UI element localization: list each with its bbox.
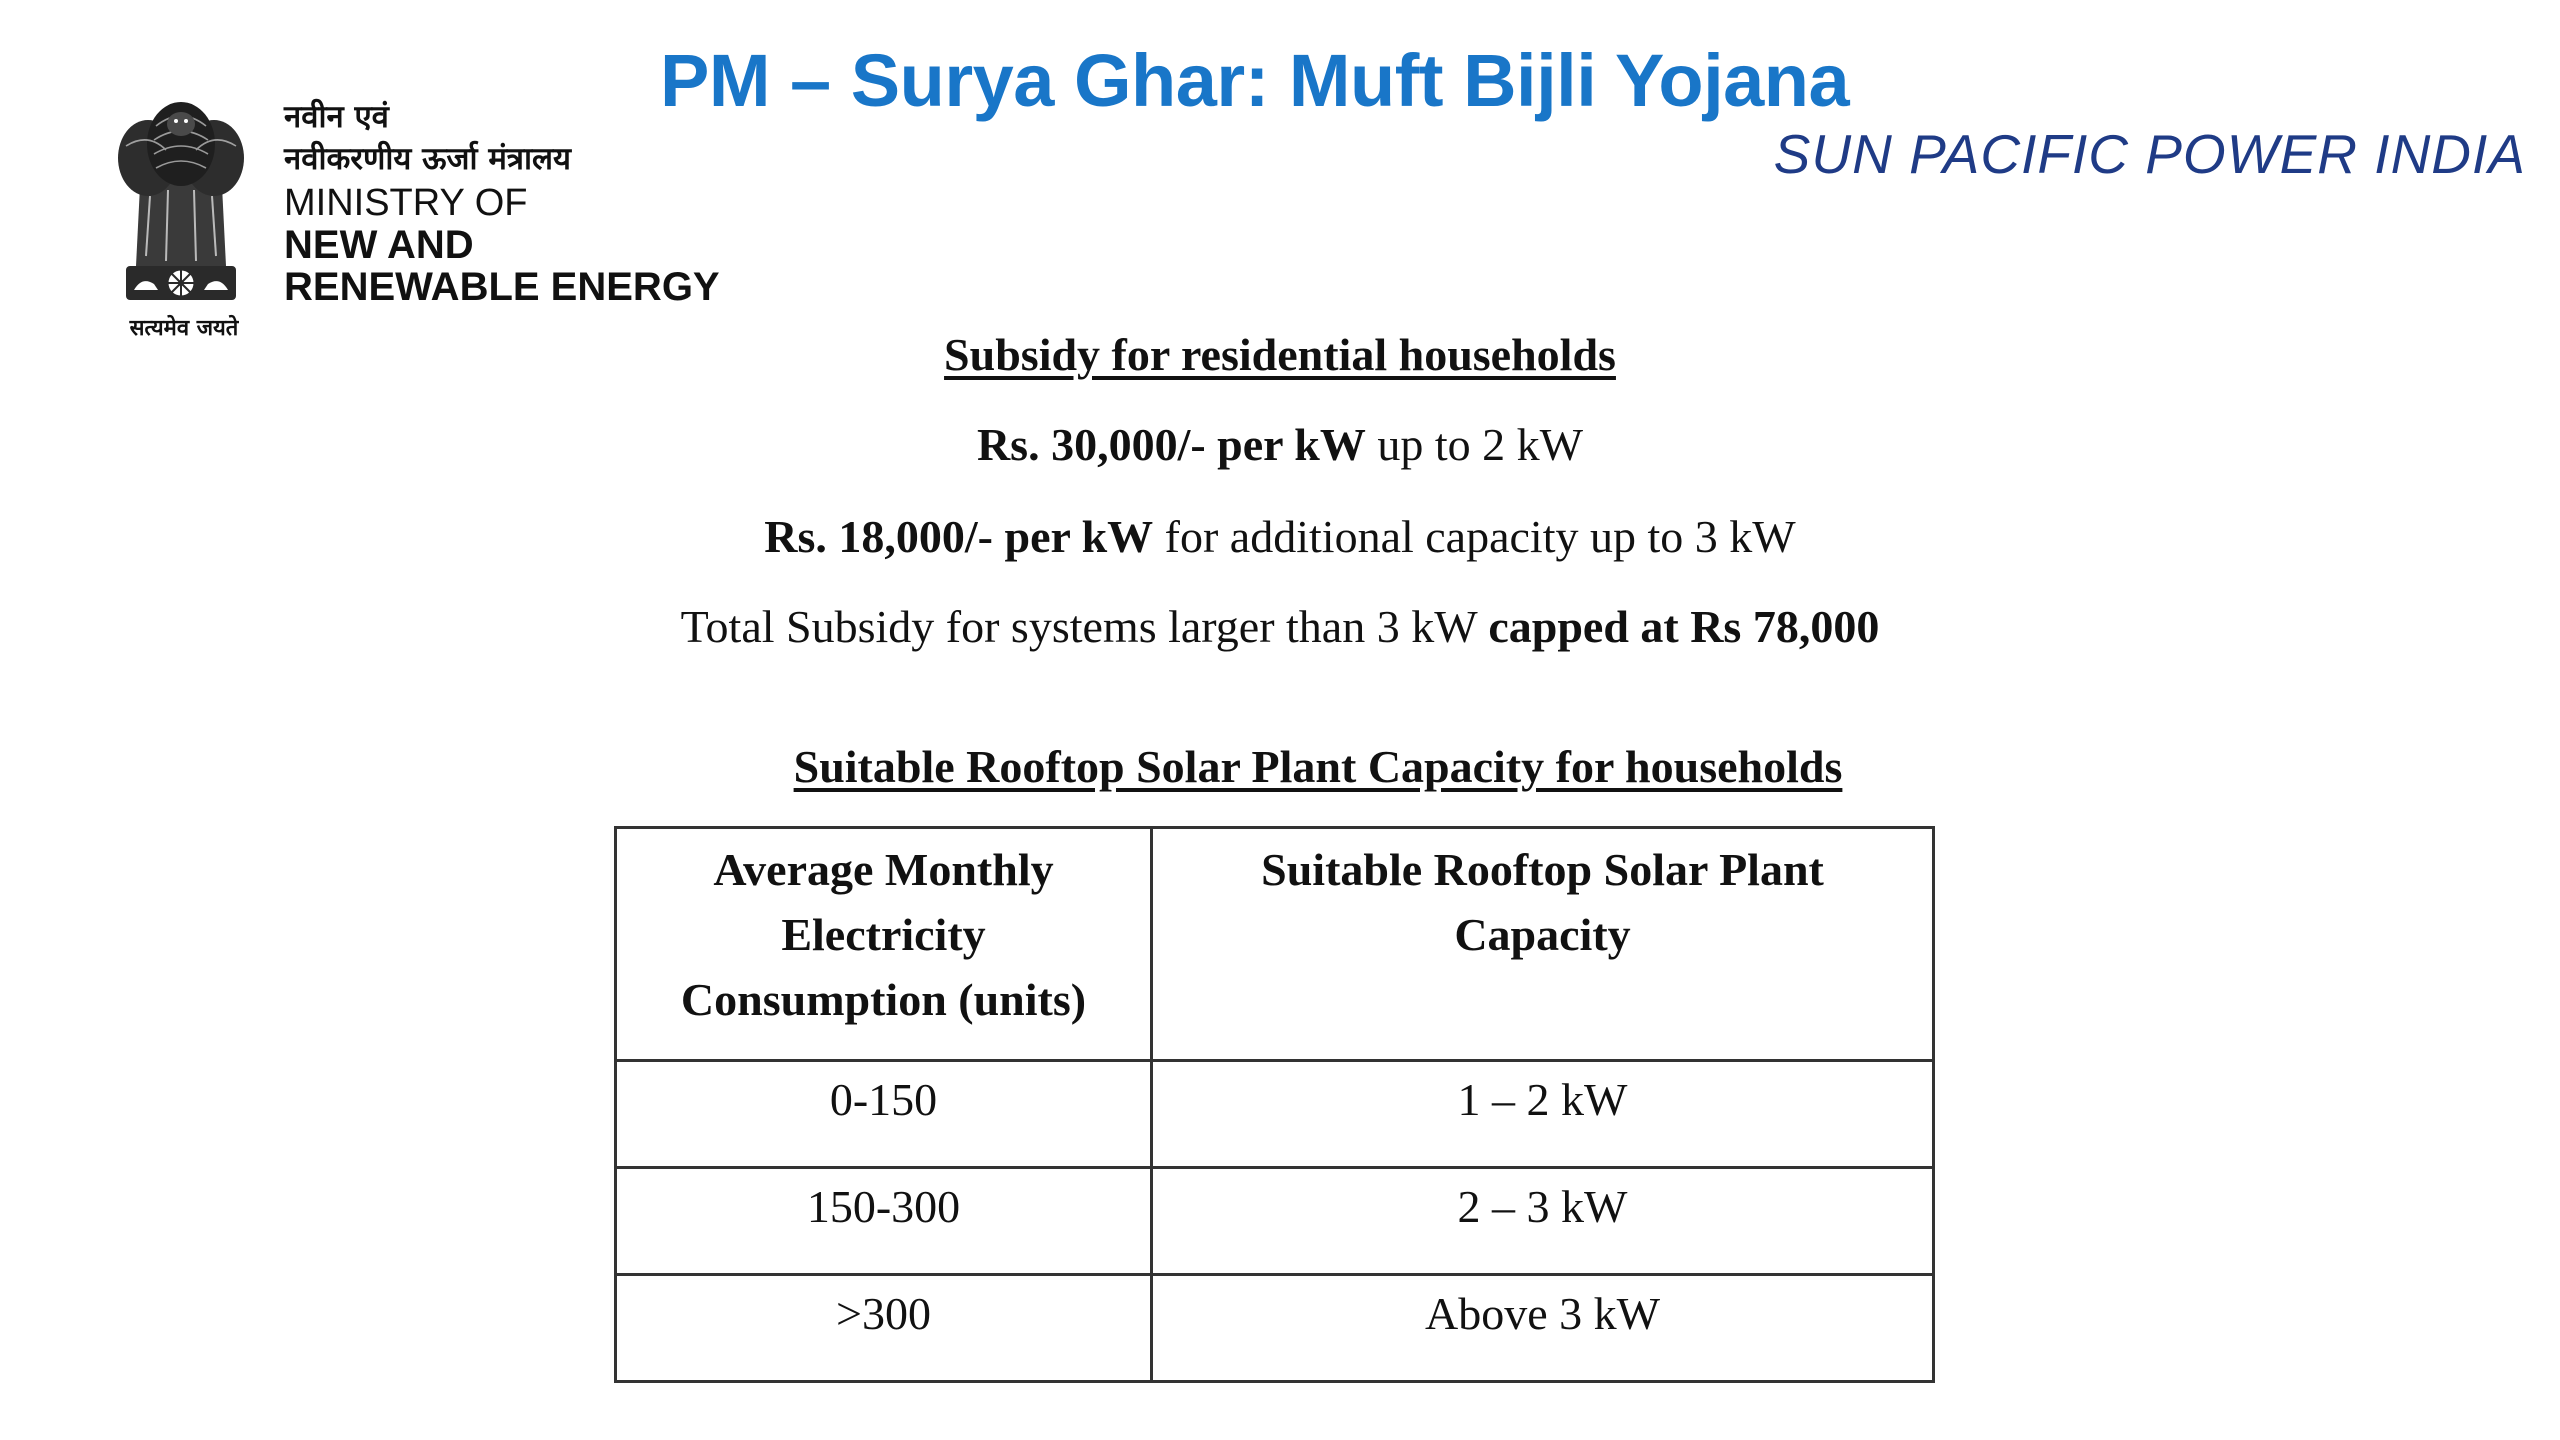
ministry-hindi-line-1: नवीन एवं [284, 99, 389, 135]
subsidy-line-2 [0, 510, 2560, 563]
column-header-consumption [616, 828, 1152, 1061]
column-header-capacity [1152, 828, 1934, 1061]
national-emblem-icon [96, 66, 266, 316]
table-row [616, 1061, 1934, 1168]
column-header-consumption-line: Electricity [781, 909, 986, 960]
consumption-cell: 150-300 [616, 1168, 1152, 1275]
capacity-cell: 2 – 3 kW [1152, 1168, 1934, 1275]
ministry-hindi-line-2: नवीकरणीय ऊर्जा मंत्रालय [284, 141, 572, 177]
column-header-capacity-line: Suitable Rooftop Solar Plant [1261, 844, 1824, 895]
subsidy-heading: Subsidy for residential households [944, 329, 1616, 380]
table-row [616, 1168, 1934, 1275]
subsidy-line-3-text: Total Subsidy for systems larger than 3 kW [680, 601, 1489, 652]
emblem-motto: सत्यमेव जयते [129, 316, 239, 341]
subsidy-line-1-text: up to 2 kW [1365, 419, 1584, 470]
subsidy-line-1 [0, 418, 2560, 471]
capacity-heading: Suitable Rooftop Solar Plant Capacity for households [793, 741, 1843, 792]
capacity-cell: 1 – 2 kW [1152, 1061, 1934, 1168]
column-header-capacity-line: Capacity [1454, 909, 1631, 960]
brand-name: SUN PACIFIC POWER INDIA [1773, 123, 2526, 185]
table-row [616, 1275, 1934, 1382]
column-header-consumption-line: Consumption (units) [680, 974, 1087, 1025]
subsidy-line-2-amount: Rs. 18,000/- per kW [764, 511, 1154, 562]
subsidy-line-2-text: for additional capacity up to 3 kW [1153, 511, 1796, 562]
column-header-consumption-line: Average Monthly [713, 844, 1054, 895]
capacity-cell: Above 3 kW [1152, 1275, 1934, 1382]
table-header-row [616, 828, 1934, 1061]
ministry-english-line-3: RENEWABLE ENERGY [284, 265, 720, 309]
page-title: PM – Surya Ghar: Muft Bijli Yojana [660, 39, 1850, 122]
subsidy-line-3 [0, 600, 2560, 653]
consumption-cell: 0-150 [616, 1061, 1152, 1168]
capacity-table [614, 826, 1935, 1383]
subsidy-line-1-amount: Rs. 30,000/- per kW [976, 419, 1366, 470]
ministry-name [284, 96, 720, 308]
subsidy-line-3-cap: capped at Rs 78,000 [1488, 601, 1880, 652]
ministry-english-line-1: MINISTRY OF [284, 182, 528, 224]
consumption-cell: >300 [616, 1275, 1152, 1382]
ministry-english-line-2: NEW AND [284, 223, 474, 267]
